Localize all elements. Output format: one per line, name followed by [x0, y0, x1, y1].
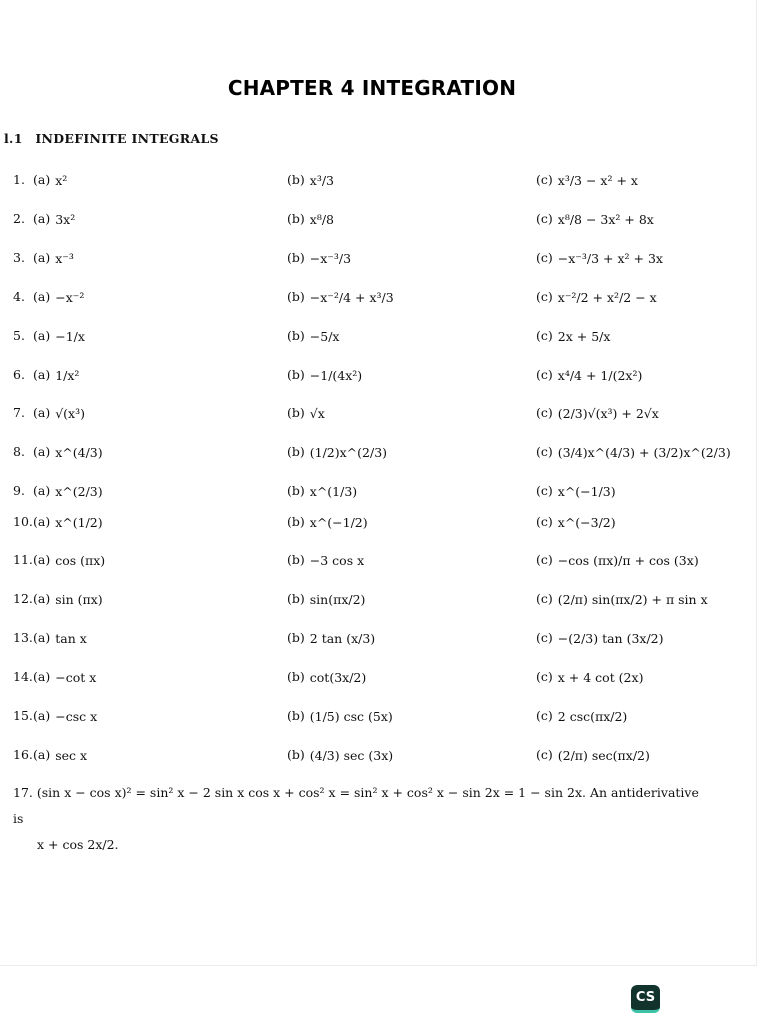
problem-number: 12. [13, 591, 33, 606]
answer-expression: x³/3 [309, 173, 334, 188]
answer-expression: 3x² [55, 212, 76, 227]
part-c [536, 328, 610, 344]
answer-expression: x⁴/4 + 1/(2x²) [557, 368, 643, 383]
answer-expression: −(2/3) tan (3x/2) [557, 631, 664, 646]
answer-expression: −cot x [55, 670, 97, 685]
part-a [33, 405, 85, 421]
problem-number: 1. [13, 172, 25, 187]
part-label: (b) [287, 630, 305, 645]
problem-number: 14. [13, 669, 33, 684]
answer-expression: −1/x [55, 329, 85, 344]
answer-expression: x^(2/3) [55, 484, 103, 499]
answer-expression: x^(1/3) [309, 484, 358, 499]
problem-number: 17. [13, 785, 33, 800]
part-a [33, 172, 67, 188]
answer-expression: x + 4 cot (2x) [557, 670, 644, 685]
part-label: (c) [536, 552, 553, 567]
part-label: (a) [33, 367, 51, 382]
problem-number: 15. [13, 708, 33, 723]
part-label: (c) [536, 630, 553, 645]
part-label: (c) [536, 514, 553, 529]
part-label: (a) [33, 552, 51, 567]
answer-expression: 1/x² [55, 368, 80, 383]
answer-expression: −x⁻³/3 + x² + 3x [557, 251, 663, 266]
part-label: (b) [287, 405, 305, 420]
part-a [33, 747, 87, 763]
part-label: (a) [33, 591, 51, 606]
part-a [33, 289, 84, 305]
part-label: (b) [287, 328, 305, 343]
part-c [536, 591, 708, 607]
part-label: (c) [536, 483, 553, 498]
answer-expression: x^(−3/2) [557, 515, 616, 530]
part-label: (a) [33, 289, 51, 304]
part-label: (c) [536, 367, 553, 382]
part-b [287, 289, 394, 305]
answer-expression: −1/(4x²) [309, 368, 363, 383]
answer-expression: tan x [55, 631, 87, 646]
part-label: (b) [287, 211, 305, 226]
problem-number: 2. [13, 211, 25, 226]
part-a [33, 514, 103, 530]
part-label: (b) [287, 172, 305, 187]
part-label: (a) [33, 669, 51, 684]
part-label: (b) [287, 747, 305, 762]
part-c [536, 444, 731, 460]
answer-expression: (4/3) sec (3x) [309, 748, 394, 763]
section-number: l.1 [4, 131, 23, 146]
camscanner-logo [631, 985, 660, 1013]
part-label: (c) [536, 747, 553, 762]
part-label: (a) [33, 708, 51, 723]
part-label: (a) [33, 444, 51, 459]
problem-number: 16. [13, 747, 33, 762]
answer-expression: x⁸/8 [309, 212, 334, 227]
part-b [287, 514, 368, 530]
answer-expression: (2/π) sec(πx/2) [557, 748, 650, 763]
part-label: (a) [33, 211, 51, 226]
part-c [536, 630, 664, 646]
part-label: (a) [33, 250, 51, 265]
part-b [287, 444, 387, 460]
answer-expression: (2/3)√(x³) + 2√x [557, 406, 659, 421]
answer-expression: 2 csc(πx/2) [557, 709, 628, 724]
part-label: (c) [536, 591, 553, 606]
answer-expression: (3/4)x^(4/3) + (3/2)x^(2/3) [557, 445, 731, 460]
part-label: (b) [287, 289, 305, 304]
part-label: (a) [33, 514, 51, 529]
part-label: (b) [287, 514, 305, 529]
answer-expression: sin (πx) [55, 592, 103, 607]
part-label: (a) [33, 328, 51, 343]
part-label: (c) [536, 172, 553, 187]
part-b [287, 172, 334, 188]
part-b [287, 483, 357, 499]
part-a [33, 211, 75, 227]
part-b [287, 405, 325, 421]
part-label: (b) [287, 444, 305, 459]
part-c [536, 747, 650, 763]
problem-number: 3. [13, 250, 25, 265]
answer-expression: x⁻²/2 + x²/2 − x [557, 290, 657, 305]
part-b [287, 250, 351, 266]
part-label: (b) [287, 591, 305, 606]
answer-expression: −x⁻³/3 [309, 251, 352, 266]
answer-expression: x⁻³ [55, 251, 74, 266]
answer-expression: x^(1/2) [55, 515, 103, 530]
answer-expression: cot(3x/2) [309, 670, 367, 685]
part-a [33, 483, 103, 499]
part-b [287, 328, 339, 344]
part-c [536, 172, 638, 188]
answer-expression: sin(πx/2) [309, 592, 366, 607]
part-a [33, 591, 103, 607]
problem-number: 8. [13, 444, 25, 459]
part-label: (a) [33, 405, 51, 420]
part-a [33, 552, 105, 568]
part-c [536, 211, 654, 227]
part-label: (b) [287, 250, 305, 265]
part-label: (b) [287, 708, 305, 723]
part-label: (b) [287, 669, 305, 684]
part-a [33, 444, 103, 460]
part-c [536, 250, 663, 266]
part-label: (a) [33, 483, 51, 498]
part-b [287, 591, 365, 607]
part-c [536, 552, 699, 568]
part-b [287, 630, 375, 646]
chapter-title: CHAPTER 4 INTEGRATION [227, 76, 517, 100]
part-c [536, 669, 643, 685]
part-c [536, 367, 642, 383]
part-a [33, 669, 96, 685]
part-b [287, 211, 334, 227]
part-a [33, 630, 87, 646]
answer-expression: x^(−1/2) [309, 515, 368, 530]
problem-number: 11. [13, 552, 33, 567]
answer-expression: √x [309, 406, 325, 421]
part-label: (a) [33, 172, 51, 187]
part-label: (b) [287, 367, 305, 382]
part-label: (b) [287, 483, 305, 498]
part-label: (c) [536, 211, 553, 226]
answer-expression: x^(−1/3) [557, 484, 616, 499]
section-name: INDEFINITE INTEGRALS [35, 131, 219, 146]
part-label: (b) [287, 552, 305, 567]
answer-expression: (2/π) sin(πx/2) + π sin x [557, 592, 708, 607]
answer-expression: (1/5) csc (5x) [309, 709, 393, 724]
part-label: (c) [536, 405, 553, 420]
answer-expression: −3 cos x [309, 553, 365, 568]
problem-17-line1: (sin x − cos x)² = sin² x − 2 sin x cos x + cos² x = sin² x + cos² x − sin 2x = 1 − sin 2x. An antiderivative is [13, 785, 699, 826]
part-b [287, 367, 362, 383]
answer-expression: −x⁻² [55, 290, 85, 305]
part-c [536, 708, 627, 724]
part-b [287, 708, 393, 724]
part-b [287, 747, 393, 763]
problem-number: 9. [13, 483, 25, 498]
part-label: (c) [536, 669, 553, 684]
part-b [287, 552, 364, 568]
part-a [33, 708, 97, 724]
answer-expression: −x⁻²/4 + x³/3 [309, 290, 394, 305]
answer-expression: −csc x [55, 709, 98, 724]
problem-number: 13. [13, 630, 33, 645]
answer-expression: x³/3 − x² + x [557, 173, 638, 188]
problem-number: 5. [13, 328, 25, 343]
part-c [536, 405, 659, 421]
part-c [536, 483, 616, 499]
part-c [536, 289, 657, 305]
problem-17 [13, 780, 703, 858]
part-c [536, 514, 616, 530]
answer-expression: 2x + 5/x [557, 329, 611, 344]
problem-number: 10. [13, 514, 33, 529]
answer-expression: x^(4/3) [55, 445, 103, 460]
part-b [287, 669, 366, 685]
section-title [4, 131, 219, 146]
part-a [33, 328, 85, 344]
part-label: (c) [536, 328, 553, 343]
problem-number: 6. [13, 367, 25, 382]
part-a [33, 367, 79, 383]
answer-expression: (1/2)x^(2/3) [309, 445, 388, 460]
answer-expression: x² [55, 173, 68, 188]
answer-expression: −cos (πx)/π + cos (3x) [557, 553, 699, 568]
problem-number: 4. [13, 289, 25, 304]
part-label: (c) [536, 250, 553, 265]
problem-number: 7. [13, 405, 25, 420]
problem-17-line2: x + cos 2x/2. [37, 837, 119, 852]
answer-expression: sec x [55, 748, 88, 763]
answer-expression: 2 tan (x/3) [309, 631, 376, 646]
answer-expression: √(x³) [55, 406, 85, 421]
part-label: (a) [33, 747, 51, 762]
part-a [33, 250, 74, 266]
answer-expression: −5/x [309, 329, 340, 344]
part-label: (c) [536, 289, 553, 304]
logo-text: CS [635, 990, 656, 1005]
part-label: (c) [536, 444, 553, 459]
part-label: (c) [536, 708, 553, 723]
answer-expression: cos (πx) [55, 553, 106, 568]
answer-expression: x⁸/8 − 3x² + 8x [557, 212, 654, 227]
part-label: (a) [33, 630, 51, 645]
